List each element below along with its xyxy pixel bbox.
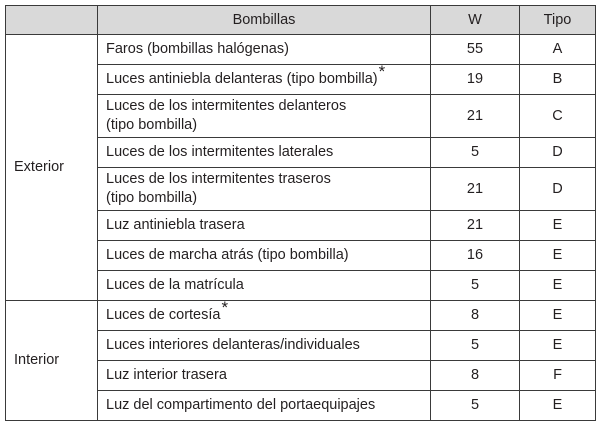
group-label: Exterior: [6, 35, 98, 301]
wattage-cell: 8: [431, 361, 520, 391]
bulb-name-cell: [98, 138, 431, 168]
bulb-name-cell: [98, 271, 431, 301]
bulb-name-line: Luz del compartimento del portaequipajes: [106, 397, 376, 413]
group-label: Interior: [6, 301, 98, 421]
wattage-cell: 55: [431, 35, 520, 65]
bulb-name-line: Luces de la matrícula: [106, 277, 244, 293]
type-cell: B: [520, 65, 596, 95]
bulb-name-cell: [98, 331, 431, 361]
wattage-cell: 5: [431, 138, 520, 168]
type-cell: F: [520, 361, 596, 391]
wattage-cell: 5: [431, 331, 520, 361]
bulb-name-line: (tipo bombilla): [106, 117, 198, 133]
bulb-name-cell: [98, 391, 431, 421]
bulb-name-line: (tipo bombilla): [106, 190, 198, 206]
bulb-name-line: Luz antiniebla trasera: [106, 217, 245, 233]
bulb-name-cell: [98, 35, 431, 65]
bulb-name-cell: [98, 241, 431, 271]
header-row: [6, 6, 596, 35]
type-cell: D: [520, 138, 596, 168]
wattage-cell: 21: [431, 211, 520, 241]
type-cell: E: [520, 301, 596, 331]
bulb-name-line: Luces de los intermitentes laterales: [106, 144, 334, 160]
bulb-name-cell: [98, 62, 431, 95]
wattage-cell: 21: [431, 168, 520, 211]
header-blank-cell: [6, 6, 98, 35]
wattage-cell: 8: [431, 301, 520, 331]
type-cell: C: [520, 95, 596, 138]
bulb-name-line: Luz interior trasera: [106, 367, 227, 383]
table-row: [6, 35, 596, 65]
bulb-name-cell: [98, 95, 431, 138]
type-cell: A: [520, 35, 596, 65]
bulb-name-line: Luces antiniebla delanteras (tipo bombilla): [106, 71, 378, 87]
type-cell: E: [520, 211, 596, 241]
wattage-cell: 19: [431, 65, 520, 95]
wattage-cell: 5: [431, 271, 520, 301]
bulb-table: [5, 5, 596, 421]
wattage-cell: 5: [431, 391, 520, 421]
bulb-name-line: Luces de los intermitentes delanteros: [106, 98, 347, 114]
header-tipo: Tipo: [520, 6, 596, 35]
header-w: W: [431, 6, 520, 35]
footnote-asterisk: *: [221, 298, 229, 317]
bulb-name-line: Luces de cortesía: [106, 307, 221, 323]
type-cell: E: [520, 241, 596, 271]
type-cell: E: [520, 391, 596, 421]
bulb-name-cell: [98, 211, 431, 241]
bulb-name-cell: [98, 361, 431, 391]
table-row: [6, 301, 596, 331]
table-body: [6, 35, 596, 421]
type-cell: D: [520, 168, 596, 211]
bulb-name-cell: [98, 298, 431, 331]
bulb-name-line: Faros (bombillas halógenas): [106, 41, 289, 57]
type-cell: E: [520, 331, 596, 361]
bulb-name-cell: [98, 168, 431, 211]
bulb-name-line: Luces de los intermitentes traseros: [106, 171, 331, 187]
bulb-name-line: Luces de marcha atrás (tipo bombilla): [106, 247, 349, 263]
bulb-name-line: Luces interiores delanteras/individuales: [106, 337, 360, 353]
footnote-asterisk: *: [378, 62, 386, 81]
header-bulbs: Bombillas: [98, 6, 431, 35]
wattage-cell: 21: [431, 95, 520, 138]
wattage-cell: 16: [431, 241, 520, 271]
type-cell: E: [520, 271, 596, 301]
